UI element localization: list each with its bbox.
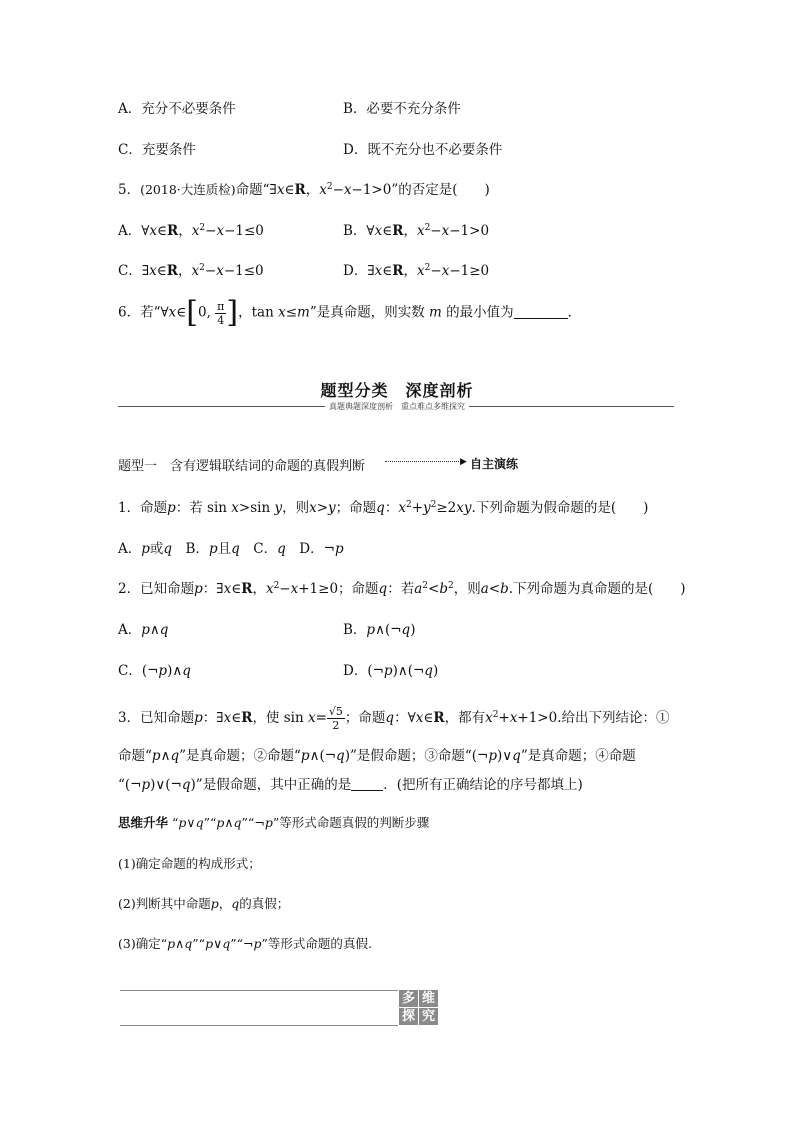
t1q2-option-a: A．p∧q [118,622,169,638]
section-subtitle: 真题典题深度剖析 重点难点多维探究 [0,401,794,412]
topic-tag: 自主演练 [470,457,519,471]
q4-option-d: D．既不充分也不必要条件 [343,142,503,158]
summary-step-2: (2)判断其中命题p，q的真假； [118,896,290,911]
summary-step-1: (1)确定命题的构成形式； [118,856,261,871]
badge-char-3: 探 [399,1008,418,1025]
t1q2-option-b: B．p∧(¬q) [343,622,416,638]
q6-stem: 6．若“∀x∈[0, $\frac{\pi}{4}$ ]，tan x≤m”是真命题，则实数 m 的最小值为 ． [118,295,582,330]
t1q3-line2: 命题“p∧q”是真命题；②命题“p∧(¬q)”是假命题；③命题“(¬p)∨q”是真命题；④命题 [118,748,636,764]
t1q3-line3: “(¬p)∨(¬q)”是假命题，其中正确的是 ．(把所有正确结论的序号都填上) [118,777,583,793]
t1q1-options: A．p或q B．p且q C．q D．¬p [118,541,344,557]
summary-title: 思维升华 “p∨q”“p∧q”“¬p”等形式命题真假的判断步骤 [118,815,430,830]
t1q2-stem: 2．已知命题p：∃x∈R，$x^2-x+1\ge 0$；命题q：若$a^2<b^2$，则a<b.下列命题为真命题的是( ) [118,581,686,597]
badge-char-4: 究 [419,1008,438,1025]
q4-option-b: B．必要不充分条件 [343,101,461,117]
t1q1-stem: 1．命题p：若 sin x>sin y，则x>y；命题q：$x^2+y^2\ge 2xy$.下列命题为假命题的是( ) [118,500,649,516]
badge-char-1: 多 [399,990,418,1007]
t1q3-answer-blank[interactable] [351,790,383,791]
pi-over-4-fraction: $\frac{\pi}{4}$ [217,299,225,327]
t1q2-option-c: C．(¬p)∧q [118,663,191,679]
topic-heading: 题型一 含有逻辑联结词的命题的真假判断 [118,459,366,474]
badge-char-2: 维 [419,990,438,1007]
t1q3-line1: 3．已知命题p：∃x∈R，使 sin x= $\frac{√5}{2}$ ；命题q：∀x∈R，都有$x^2+x+1>0$.给出下列结论：① [118,705,670,732]
q5-option-a: A．∀x∈R，$x^2-x-1\le 0$ [118,223,264,239]
q5-option-c: C．∃x∈R，$x^2-x-1\le 0$ [118,263,264,279]
t1q2-option-d: D．(¬p)∧(¬q) [343,663,439,679]
q4-option-c: C．充要条件 [118,142,196,158]
section-title: 题型分类 深度剖析 [320,381,474,400]
q5-stem: 5．(2018·大连质检)命题“∃x∈R，$x^2-x-1>0$”的否定是( ) [118,182,490,198]
arrow-right-icon: ▶ [460,457,467,467]
bottom-rule-bottom [120,1025,398,1026]
summary-step-3: (3)确定“p∧q”“p∨q”“¬p”等形式命题的真假. [118,936,372,951]
q5-option-d: D．∃x∈R，$x^2-x-1\ge 0$ [343,263,490,279]
q5-option-b: B．∀x∈R，$x^2-x-1>0$ [343,223,490,239]
sqrt5-over-2-fraction: $\frac{√5}{2}$ [328,705,343,732]
dotted-leader [385,461,463,462]
q4-option-a: A．充分不必要条件 [118,101,236,117]
bottom-rule-top [120,990,398,991]
q6-answer-blank[interactable] [514,318,568,319]
